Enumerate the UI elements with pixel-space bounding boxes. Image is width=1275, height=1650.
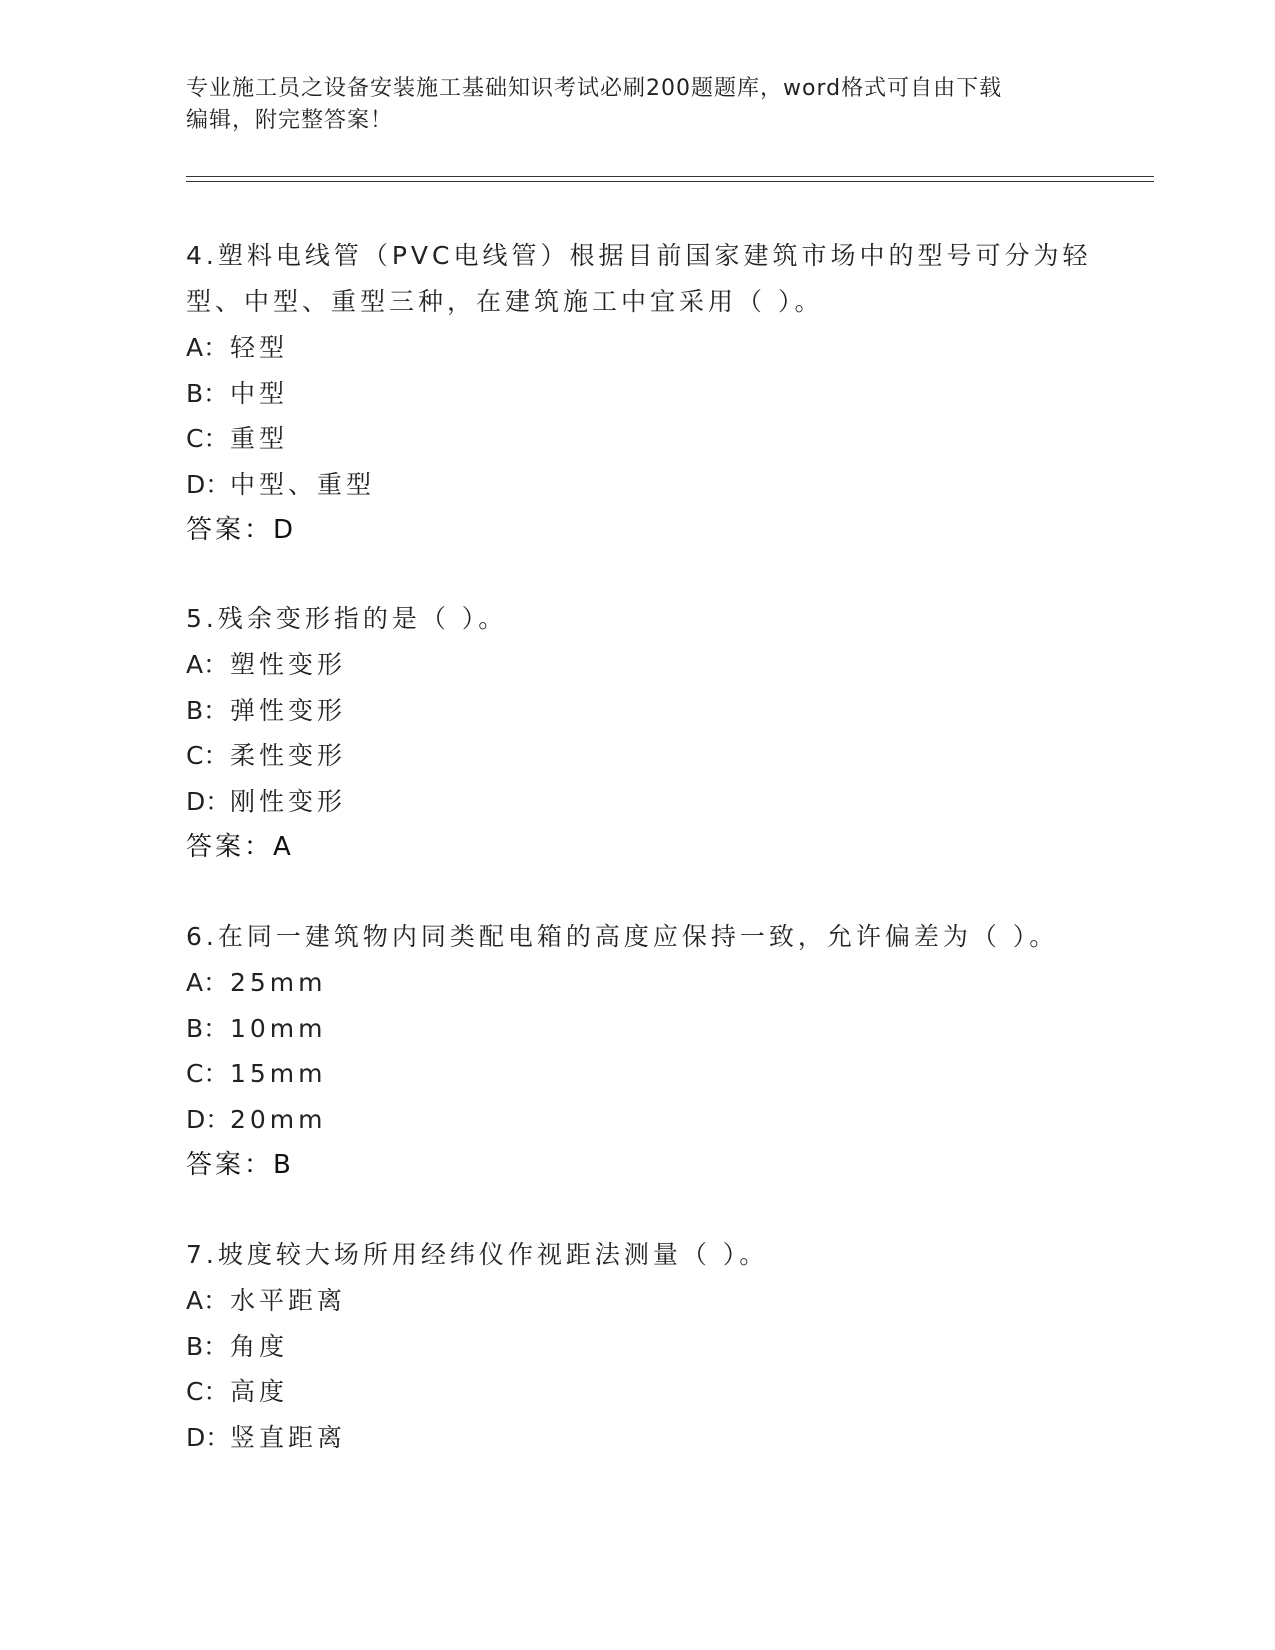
option-b [186,371,1106,417]
header-line-2: 编辑，附完整答案！ [186,108,394,133]
option-text: 15mm [230,1059,327,1088]
option-letter: A： [186,650,229,679]
option-letter: D： [186,469,231,499]
option-letter: B： [186,695,229,725]
option-text: 25mm [230,968,327,997]
question-stem-line-1: 6.在同一建筑物内同类配电箱的高度应保持一致，允许偏差为（ ）。 [186,922,1059,951]
option-text: 弹性变形 [230,695,347,725]
answer-line: 答案：D [186,515,297,545]
question-7 [186,1232,1106,1460]
option-text: 塑性变形 [230,650,347,679]
question-6 [186,914,1106,1188]
question-5 [186,596,1106,870]
option-text: 角度 [230,1331,289,1361]
option-text: 刚性变形 [230,786,347,816]
option-letter: A： [186,968,229,997]
option-letter: C： [186,424,229,453]
question-stem-line-2: 型、中型、重型三种，在建筑施工中宜采用（ ）。 [186,287,824,316]
option-text: 中型、重型 [230,469,376,499]
option-letter: C： [186,741,229,770]
option-c [186,733,1106,779]
option-d [186,779,1106,825]
option-letter: B： [186,378,229,408]
question-stem-line-1: 4.塑料电线管（PVC电线管）根据目前国家建筑市场中的型号可分为轻 [186,241,1092,270]
option-letter: C： [186,1059,229,1088]
question-stem [186,233,1106,325]
answer-line: 答案：A [186,832,294,862]
option-c [186,1369,1106,1415]
option-letter: B： [186,1013,229,1043]
option-d [186,1097,1106,1143]
question-stem [186,1232,1106,1278]
option-text: 轻型 [230,333,289,362]
question-stem-line-1: 7.坡度较大场所用经纬仪作视距法测量（ ）。 [186,1240,769,1269]
option-b [186,1324,1106,1370]
option-letter: D： [186,1422,231,1452]
option-text: 高度 [230,1377,289,1406]
header-line-1: 专业施工员之设备安装施工基础知识考试必刷200题题库，word格式可自由下载 [186,76,1003,101]
option-text: 柔性变形 [230,741,347,770]
option-c [186,416,1106,462]
document-header [186,73,1066,137]
question-stem-line-1: 5.残余变形指的是（ ）。 [186,604,508,633]
question-stem [186,596,1106,642]
option-letter: C： [186,1377,229,1406]
option-text: 水平距离 [230,1286,347,1315]
question-stem [186,914,1106,960]
header-divider-top [186,176,1154,177]
option-d [186,1415,1106,1461]
option-b [186,1006,1106,1052]
option-letter: A： [186,1286,229,1315]
option-text: 10mm [230,1013,327,1043]
option-a [186,642,1106,688]
option-text: 重型 [230,424,289,453]
option-a [186,960,1106,1006]
option-letter: A： [186,333,229,362]
option-text: 竖直距离 [230,1422,347,1452]
option-a [186,325,1106,371]
option-a [186,1278,1106,1324]
option-letter: D： [186,1104,231,1134]
option-d [186,462,1106,508]
header-divider-bottom [186,181,1154,182]
option-letter: B： [186,1331,229,1361]
option-letter: D： [186,786,231,816]
answer-line: 答案：B [186,1150,294,1180]
option-text: 20mm [230,1104,327,1134]
option-text: 中型 [230,378,289,408]
option-c [186,1051,1106,1097]
option-b [186,688,1106,734]
question-4 [186,233,1106,553]
